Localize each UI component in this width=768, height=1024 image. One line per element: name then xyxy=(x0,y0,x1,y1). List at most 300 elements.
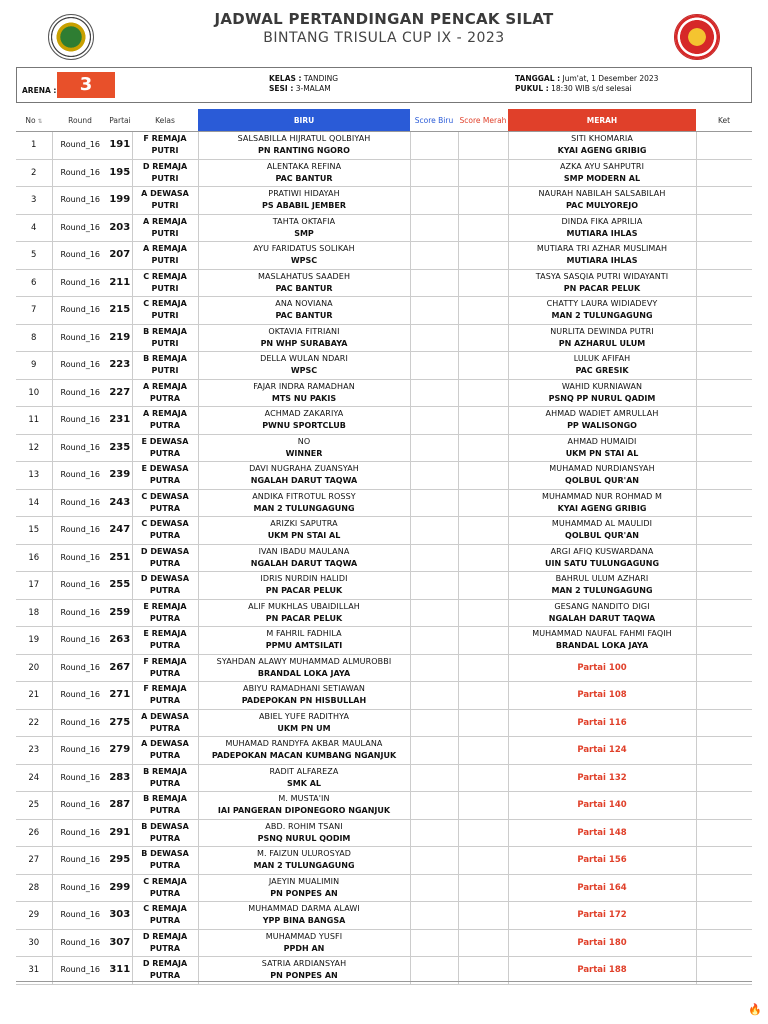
round-label: Round_16 xyxy=(60,167,100,177)
merah-club-name: KYAI AGENG GRIBIG xyxy=(557,146,647,156)
merah-winner-ref: Partai 132 xyxy=(577,772,627,783)
merah-athlete-name: AHMAD WADIET AMRULLAH xyxy=(545,409,659,419)
sesi-info xyxy=(269,84,331,93)
cell-merah xyxy=(508,352,696,380)
cell-partai xyxy=(108,379,132,407)
merah-winner-ref: Partai 188 xyxy=(577,965,627,976)
cell-score-biru xyxy=(410,737,458,765)
table-row xyxy=(16,874,752,902)
cell-no xyxy=(16,627,52,655)
partai-number: 211 xyxy=(109,276,131,288)
table-body xyxy=(16,132,752,985)
cell-kelas xyxy=(132,517,198,545)
table-row xyxy=(16,269,752,297)
cell-kelas xyxy=(132,682,198,710)
partai-number: 231 xyxy=(109,414,131,426)
cell-kelas xyxy=(132,159,198,187)
row-number: 9 xyxy=(31,360,37,371)
partai-number: 271 xyxy=(109,689,131,701)
merah-club-name: MAN 2 TULUNGAGUNG xyxy=(551,586,653,596)
cell-partai xyxy=(108,352,132,380)
row-number: 17 xyxy=(28,580,40,591)
cell-kelas xyxy=(132,902,198,930)
partai-number: 251 xyxy=(109,551,131,563)
table-row xyxy=(16,819,752,847)
cell-partai xyxy=(108,214,132,242)
merah-athlete-name: WAHID KURNIAWAN xyxy=(561,381,643,391)
biru-club-name: PWNU SPORTCLUB xyxy=(262,421,346,431)
table-row xyxy=(16,682,752,710)
cell-kelas xyxy=(132,407,198,435)
kelas-gender: PUTRI xyxy=(151,338,179,348)
partai-number: 263 xyxy=(109,634,131,646)
row-number: 24 xyxy=(28,772,40,783)
cell-biru xyxy=(198,242,410,270)
cell-no xyxy=(16,297,52,325)
biru-club-name: MAN 2 TULUNGAGUNG xyxy=(253,503,355,513)
table-row xyxy=(16,902,752,930)
biru-athlete-name: SATRIA ARDIANSYAH xyxy=(261,959,347,969)
cell-score-biru xyxy=(410,599,458,627)
biru-athlete-name: MUHAMMAD YUSFI xyxy=(265,931,343,941)
cell-kelas xyxy=(132,957,198,985)
cell-round xyxy=(52,709,108,737)
cell-round xyxy=(52,572,108,600)
biru-club-name: PN RANTING NGORO xyxy=(258,146,350,156)
cell-merah xyxy=(508,572,696,600)
cell-biru xyxy=(198,929,410,957)
cell-biru xyxy=(198,737,410,765)
cell-no xyxy=(16,187,52,215)
cell-score-merah xyxy=(458,242,508,270)
cell-ket xyxy=(696,627,752,655)
cell-ket xyxy=(696,407,752,435)
round-label: Round_16 xyxy=(60,690,100,700)
cell-biru xyxy=(198,957,410,985)
merah-winner-ref: Partai 164 xyxy=(577,882,627,893)
cell-kelas xyxy=(132,434,198,462)
biru-athlete-name: IDRIS NURDIN HALIDI xyxy=(260,574,348,584)
partai-number: 299 xyxy=(109,881,131,893)
partai-number: 235 xyxy=(109,441,131,453)
kelas-category: D REMAJA xyxy=(142,161,188,171)
cell-no xyxy=(16,599,52,627)
biru-club-name: PPMU AMTSILATI xyxy=(265,641,343,651)
table-row xyxy=(16,297,752,325)
round-label: Round_16 xyxy=(60,855,100,865)
partai-number: 223 xyxy=(109,359,131,371)
cell-round xyxy=(52,957,108,985)
partai-number: 207 xyxy=(109,249,131,261)
cell-round xyxy=(52,489,108,517)
round-label: Round_16 xyxy=(60,360,100,370)
cell-score-merah xyxy=(458,517,508,545)
kelas-gender: PUTRA xyxy=(149,476,181,486)
kelas-gender: PUTRA xyxy=(149,696,181,706)
table-row xyxy=(16,847,752,875)
round-label: Round_16 xyxy=(60,965,100,975)
merah-club-name: KYAI AGENG GRIBIG xyxy=(557,503,647,513)
table-row xyxy=(16,929,752,957)
cell-round xyxy=(52,407,108,435)
kelas-gender: PUTRA xyxy=(149,861,181,871)
table-row xyxy=(16,324,752,352)
cell-round xyxy=(52,764,108,792)
cell-biru xyxy=(198,599,410,627)
biru-athlete-name: MUHAMAD RANDYFA AKBAR MAULANA xyxy=(225,739,383,749)
cell-partai xyxy=(108,269,132,297)
partai-number: 259 xyxy=(109,606,131,618)
kelas-category: C REMAJA xyxy=(143,271,187,281)
biru-club-name: WPSC xyxy=(290,366,318,376)
cell-ket xyxy=(696,489,752,517)
round-label: Round_16 xyxy=(60,470,100,480)
page-subtitle: BINTANG TRISULA CUP IX - 2023 xyxy=(263,30,505,46)
cell-score-merah xyxy=(458,929,508,957)
cell-round xyxy=(52,297,108,325)
row-number: 28 xyxy=(28,882,40,893)
table-row xyxy=(16,159,752,187)
row-number: 11 xyxy=(28,415,40,426)
partai-number: 279 xyxy=(109,744,131,756)
kelas-gender: PUTRA xyxy=(149,641,181,651)
cell-partai xyxy=(108,407,132,435)
cell-biru xyxy=(198,269,410,297)
merah-winner-ref: Partai 116 xyxy=(577,717,627,728)
cell-merah xyxy=(508,957,696,985)
biru-club-name: NGALAH DARUT TAQWA xyxy=(250,476,358,486)
col-header-round: Round xyxy=(52,109,108,132)
row-number: 6 xyxy=(31,277,37,288)
cell-ket xyxy=(696,352,752,380)
col-header-biru: BIRU xyxy=(198,109,410,132)
table-row xyxy=(16,489,752,517)
biru-athlete-name: M. MUSTA'IN xyxy=(278,794,330,804)
cell-merah xyxy=(508,132,696,160)
cell-score-merah xyxy=(458,627,508,655)
round-label: Round_16 xyxy=(60,552,100,562)
kelas-category: F REMAJA xyxy=(143,134,187,144)
cell-no xyxy=(16,434,52,462)
kelas-category: B REMAJA xyxy=(143,794,187,804)
merah-winner-ref: Partai 108 xyxy=(577,690,627,701)
cell-round xyxy=(52,324,108,352)
round-label: Round_16 xyxy=(60,800,100,810)
cell-score-biru xyxy=(410,572,458,600)
cell-merah xyxy=(508,462,696,490)
cell-partai xyxy=(108,324,132,352)
partai-number: 283 xyxy=(109,771,131,783)
col-header-score-biru: Score Biru xyxy=(410,109,458,132)
partai-number: 307 xyxy=(109,936,131,948)
merah-club-name: MUTIARA IHLAS xyxy=(566,228,638,238)
cell-no xyxy=(16,874,52,902)
cell-biru xyxy=(198,379,410,407)
cell-round xyxy=(52,654,108,682)
cell-kelas xyxy=(132,462,198,490)
biru-athlete-name: M FAHRIL FADHILA xyxy=(266,629,342,639)
row-number: 31 xyxy=(28,965,40,976)
cell-merah xyxy=(508,654,696,682)
kelas-category: D REMAJA xyxy=(142,931,188,941)
cell-kelas xyxy=(132,929,198,957)
cell-biru xyxy=(198,682,410,710)
row-number: 22 xyxy=(28,717,40,728)
merah-athlete-name: AZKA AYU SAHPUTRI xyxy=(559,161,645,171)
cell-merah xyxy=(508,187,696,215)
cell-kelas xyxy=(132,187,198,215)
kelas-category: A REMAJA xyxy=(143,381,187,391)
kelas-info xyxy=(269,74,338,83)
cell-ket xyxy=(696,792,752,820)
merah-winner-ref: Partai 172 xyxy=(577,910,627,921)
cell-score-biru xyxy=(410,957,458,985)
merah-club-name: MUTIARA IHLAS xyxy=(566,256,638,266)
row-number: 18 xyxy=(28,607,40,618)
col-header-ket: Ket xyxy=(696,109,752,132)
cell-kelas xyxy=(132,352,198,380)
merah-athlete-name: NURLITA DEWINDA PUTRI xyxy=(550,326,654,336)
round-label: Round_16 xyxy=(60,772,100,782)
cell-score-biru xyxy=(410,159,458,187)
partai-number: 239 xyxy=(109,469,131,481)
cell-merah xyxy=(508,489,696,517)
arena-label: ARENA : xyxy=(22,86,57,95)
merah-club-name: BRANDAL LOKA JAYA xyxy=(555,641,649,651)
cell-ket xyxy=(696,132,752,160)
cell-biru xyxy=(198,847,410,875)
biru-athlete-name: ACHMAD ZAKARIYA xyxy=(264,409,344,419)
cell-merah xyxy=(508,214,696,242)
round-label: Round_16 xyxy=(60,525,100,535)
cell-partai xyxy=(108,792,132,820)
cell-biru xyxy=(198,517,410,545)
cell-score-merah xyxy=(458,434,508,462)
cell-biru xyxy=(198,874,410,902)
round-label: Round_16 xyxy=(60,250,100,260)
merah-athlete-name: MUHAMAD NURDIANSYAH xyxy=(549,464,655,474)
merah-winner-ref: Partai 140 xyxy=(577,800,627,811)
cell-kelas xyxy=(132,324,198,352)
cell-score-merah xyxy=(458,269,508,297)
cell-biru xyxy=(198,902,410,930)
kelas-category: A REMAJA xyxy=(143,216,187,226)
kelas-gender: PUTRI xyxy=(151,366,179,376)
merah-winner-ref: Partai 148 xyxy=(577,827,627,838)
table-row xyxy=(16,187,752,215)
kelas-gender: PUTRA xyxy=(149,971,181,981)
cell-kelas xyxy=(132,709,198,737)
kelas-category: A REMAJA xyxy=(143,244,187,254)
merah-athlete-name: TASYA SASQIA PUTRI WIDAYANTI xyxy=(535,271,669,281)
kelas-gender: PUTRA xyxy=(149,613,181,623)
partai-number: 203 xyxy=(109,221,131,233)
biru-club-name: PS ABABIL JEMBER xyxy=(262,201,346,211)
table-row xyxy=(16,792,752,820)
biru-club-name: PAC BANTUR xyxy=(275,173,333,183)
kelas-category: B DEWASA xyxy=(141,849,189,859)
kelas-gender: PUTRA xyxy=(149,586,181,596)
round-label: Round_16 xyxy=(60,305,100,315)
cell-ket xyxy=(696,847,752,875)
table-header-row xyxy=(16,109,752,132)
cell-ket xyxy=(696,682,752,710)
cell-no xyxy=(16,847,52,875)
cell-no xyxy=(16,544,52,572)
cell-merah xyxy=(508,627,696,655)
kelas-gender: PUTRA xyxy=(149,806,181,816)
table-row xyxy=(16,957,752,985)
cell-round xyxy=(52,434,108,462)
flame-icon: 🔥 xyxy=(748,1003,762,1016)
biru-athlete-name: ABIYU RAMADHANI SETIAWAN xyxy=(243,684,365,694)
cell-biru xyxy=(198,489,410,517)
cell-score-merah xyxy=(458,682,508,710)
cell-kelas xyxy=(132,819,198,847)
cell-ket xyxy=(696,764,752,792)
cell-score-merah xyxy=(458,792,508,820)
cell-biru xyxy=(198,132,410,160)
cell-no xyxy=(16,132,52,160)
cell-score-biru xyxy=(410,929,458,957)
kelas-category: B REMAJA xyxy=(143,354,187,364)
cell-score-biru xyxy=(410,847,458,875)
cell-ket xyxy=(696,709,752,737)
merah-club-name: PP WALISONGO xyxy=(567,421,637,431)
cell-score-biru xyxy=(410,874,458,902)
partai-number: 215 xyxy=(109,304,131,316)
partai-number: 311 xyxy=(109,964,131,976)
row-number: 4 xyxy=(31,222,37,233)
cell-biru xyxy=(198,764,410,792)
cell-ket xyxy=(696,214,752,242)
biru-athlete-name: IVAN IBADU MAULANA xyxy=(258,546,350,556)
biru-club-name: NGALAH DARUT TAQWA xyxy=(250,558,358,568)
round-label: Round_16 xyxy=(60,442,100,452)
cell-no xyxy=(16,902,52,930)
table-row xyxy=(16,434,752,462)
cell-score-merah xyxy=(458,297,508,325)
cell-merah xyxy=(508,297,696,325)
cell-no xyxy=(16,709,52,737)
cell-partai xyxy=(108,434,132,462)
cell-ket xyxy=(696,902,752,930)
cell-kelas xyxy=(132,489,198,517)
cell-score-biru xyxy=(410,819,458,847)
kelas-gender: PUTRA xyxy=(149,531,181,541)
partai-number: 219 xyxy=(109,331,131,343)
cell-score-biru xyxy=(410,379,458,407)
kelas-gender: PUTRI xyxy=(151,173,179,183)
cell-score-biru xyxy=(410,269,458,297)
cell-round xyxy=(52,599,108,627)
kelas-gender: PUTRA xyxy=(149,393,181,403)
cell-merah xyxy=(508,819,696,847)
cell-round xyxy=(52,929,108,957)
cell-ket xyxy=(696,434,752,462)
merah-club-name: UIN SATU TULUNGAGUNG xyxy=(544,558,660,568)
cell-round xyxy=(52,874,108,902)
partai-number: 195 xyxy=(109,166,131,178)
merah-athlete-name: DINDA FIKA APRILIA xyxy=(561,216,643,226)
partai-number: 199 xyxy=(109,194,131,206)
round-label: Round_16 xyxy=(60,910,100,920)
cell-ket xyxy=(696,297,752,325)
cell-score-merah xyxy=(458,324,508,352)
biru-club-name: WPSC xyxy=(290,256,318,266)
kelas-gender: PUTRA xyxy=(149,778,181,788)
cell-biru xyxy=(198,434,410,462)
biru-athlete-name: SYAHDAN ALAWY MUHAMMAD ALMUROBBI xyxy=(216,656,392,666)
biru-athlete-name: NO xyxy=(297,436,311,446)
kelas-gender: PUTRI xyxy=(151,146,179,156)
cell-round xyxy=(52,269,108,297)
row-number: 23 xyxy=(28,745,40,756)
cell-biru xyxy=(198,572,410,600)
biru-athlete-name: ARIZKI SAPUTRA xyxy=(270,519,338,529)
cell-merah xyxy=(508,709,696,737)
round-label: Round_16 xyxy=(60,195,100,205)
session-info-box xyxy=(16,67,752,103)
biru-athlete-name: JAEYIN MUALIMIN xyxy=(268,876,340,886)
cell-score-biru xyxy=(410,434,458,462)
biru-club-name: YPP BINA BANGSA xyxy=(262,916,346,926)
kelas-gender: PUTRA xyxy=(149,723,181,733)
row-number: 20 xyxy=(28,662,40,673)
kelas-gender: PUTRA xyxy=(149,448,181,458)
kelas-gender: PUTRA xyxy=(149,421,181,431)
col-header-no[interactable]: No ⇅ xyxy=(16,109,52,132)
cell-score-merah xyxy=(458,654,508,682)
biru-athlete-name: ABD. ROHIM TSANI xyxy=(265,821,343,831)
match-schedule-table xyxy=(16,109,752,985)
kelas-gender: PUTRI xyxy=(151,283,179,293)
merah-winner-ref: Partai 180 xyxy=(577,937,627,948)
partai-number: 287 xyxy=(109,799,131,811)
round-label: Round_16 xyxy=(60,277,100,287)
cell-score-biru xyxy=(410,654,458,682)
table-row xyxy=(16,627,752,655)
cell-ket xyxy=(696,654,752,682)
merah-athlete-name: ARGI AFIQ KUSWARDANA xyxy=(550,546,654,556)
round-label: Round_16 xyxy=(60,580,100,590)
cell-no xyxy=(16,352,52,380)
round-label: Round_16 xyxy=(60,745,100,755)
kelas-category: D REMAJA xyxy=(142,959,188,969)
cell-biru xyxy=(198,462,410,490)
row-number: 21 xyxy=(28,690,40,701)
cell-partai xyxy=(108,737,132,765)
round-label: Round_16 xyxy=(60,882,100,892)
cell-round xyxy=(52,159,108,187)
cell-partai xyxy=(108,819,132,847)
round-label: Round_16 xyxy=(60,607,100,617)
biru-club-name: PADEPOKAN MACAN KUMBANG NGANJUK xyxy=(211,751,397,761)
kelas-category: A DEWASA xyxy=(141,739,189,749)
cell-merah xyxy=(508,434,696,462)
biru-club-name: IAI PANGERAN DIPONEGORO NGANJUK xyxy=(217,806,391,816)
kelas-category: C DEWASA xyxy=(141,519,189,529)
row-number: 14 xyxy=(28,497,40,508)
cell-score-biru xyxy=(410,489,458,517)
cell-ket xyxy=(696,737,752,765)
cell-kelas xyxy=(132,874,198,902)
sesi-label: SESI : xyxy=(269,84,294,93)
arena-number-badge: 3 xyxy=(57,72,115,98)
table-row xyxy=(16,599,752,627)
cell-kelas xyxy=(132,847,198,875)
cell-partai xyxy=(108,709,132,737)
